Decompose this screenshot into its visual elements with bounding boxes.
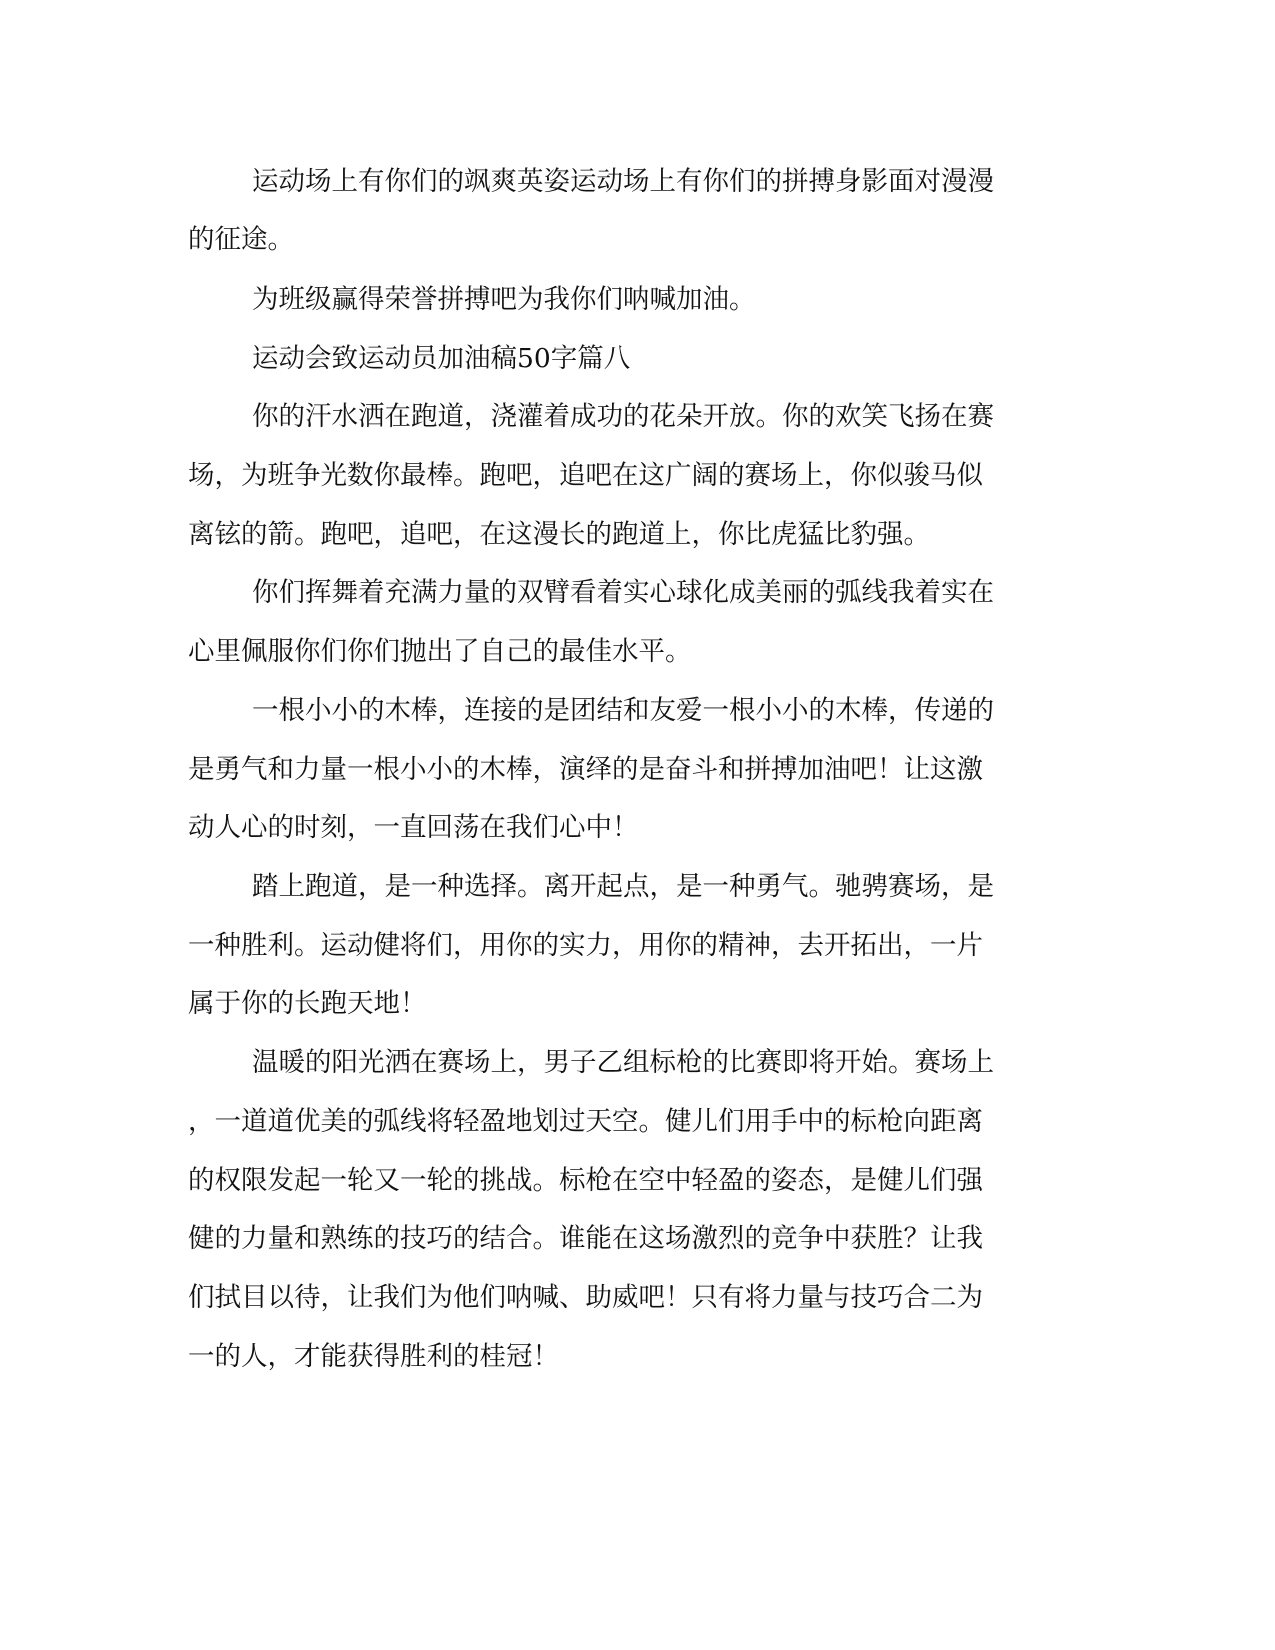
text-line: 运动场上有你们的飒爽英姿运动场上有你们的拼搏身影面对漫漫	[252, 166, 994, 197]
text-line: 的权限发起一轮又一轮的挑战。标枪在空中轻盈的姿态，是健儿们强	[188, 1165, 983, 1196]
text-line: 你们挥舞着充满力量的双臂看着实心球化成美丽的弧线我着实在	[252, 577, 994, 608]
text-line: 离铉的箭。跑吧，追吧，在这漫长的跑道上，你比虎猛比豹强。	[188, 519, 930, 550]
text-line: 心里佩服你们你们抛出了自己的最佳水平。	[188, 636, 692, 667]
text-line: 你的汗水洒在跑道，浇灌着成功的花朵开放。你的欢笑飞扬在赛	[252, 401, 994, 432]
text-line: 一的人，才能获得胜利的桂冠！	[188, 1341, 559, 1372]
text-line: 健的力量和熟练的技巧的结合。谁能在这场激烈的竞争中获胜？让我	[188, 1223, 983, 1254]
text-line: 为班级赢得荣誉拼搏吧为我你们呐喊加油。	[252, 284, 756, 315]
text-line: 温暖的阳光洒在赛场上，男子乙组标枪的比赛即将开始。赛场上	[252, 1047, 994, 1078]
text-line: 动人心的时刻，一直回荡在我们心中！	[188, 812, 639, 843]
text-line: 场，为班争光数你最棒。跑吧，追吧在这广阔的赛场上，你似骏马似	[188, 460, 983, 491]
text-line: ，一道道优美的弧线将轻盈地划过天空。健儿们用手中的标枪向距离	[188, 1106, 983, 1137]
section-heading: 运动会致运动员加油稿50字篇八	[252, 343, 631, 374]
text-line: 是勇气和力量一根小小的木棒，演绎的是奋斗和拼搏加油吧！让这激	[188, 754, 983, 785]
text-line: 的征途。	[188, 224, 294, 255]
text-line: 踏上跑道，是一种选择。离开起点，是一种勇气。驰骋赛场，是	[252, 871, 994, 902]
text-line: 们拭目以待，让我们为他们呐喊、助威吧！只有将力量与技巧合二为	[188, 1282, 983, 1313]
text-line: 一种胜利。运动健将们，用你的实力，用你的精神，去开拓出，一片	[188, 930, 983, 961]
text-line: 一根小小的木棒，连接的是团结和友爱一根小小的木棒，传递的	[252, 695, 994, 726]
text-line: 属于你的长跑天地！	[188, 988, 427, 1019]
